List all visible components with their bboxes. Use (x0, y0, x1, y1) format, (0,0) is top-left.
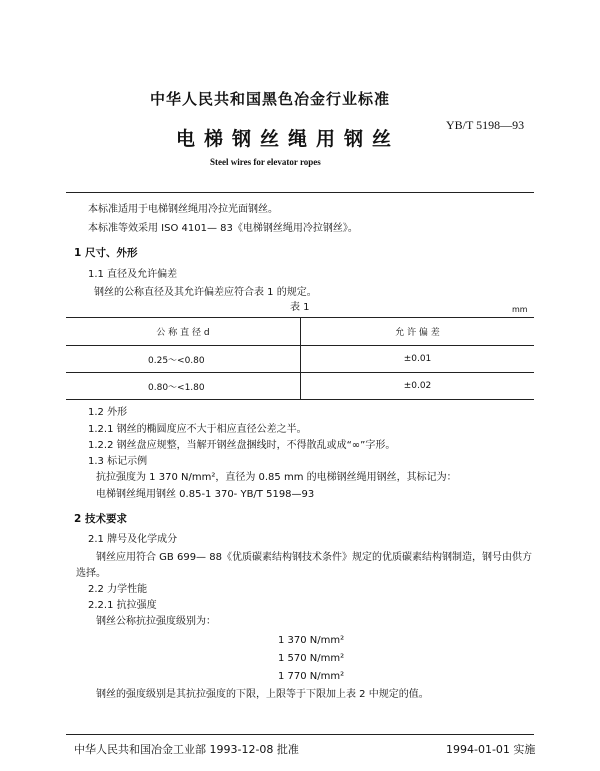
section-2-heading: 2 技术要求 (74, 513, 127, 525)
table-cell-diameter: 0.80～<1.80 (66, 373, 301, 400)
marking-example-text: 抗拉强度为 1 370 N/mm²，直径为 0.85 mm 的电梯钢丝绳用钢丝，其标记为： (96, 472, 457, 483)
section-2-1-text-cont: 选择。 (76, 568, 106, 579)
section-2-2-heading: 2.2 力学性能 (88, 584, 148, 595)
strength-note: 钢丝的强度级别是其抗拉强度的下限，上限等于下限加上表 2 中规定的值。 (96, 689, 429, 700)
section-2-1-heading: 2.1 牌号及化学成分 (88, 534, 178, 545)
table-header-row (66, 318, 534, 346)
strength-grade: 1 370 N/mm² (278, 635, 345, 646)
section-1-2-1: 1.2.1 钢丝的椭圆度应不大于相应直径公差之半。 (88, 424, 307, 435)
marking-example-code: 电梯钢丝绳用钢丝 0.85-1 370- YB/T 5198—93 (96, 489, 315, 500)
section-2-1-text: 钢丝应用符合 GB 699— 88《优质碳素结构钢技术条件》规定的优质碳素结构钢制造，钢号由供方 (96, 552, 532, 563)
standard-code: YB/T 5198—93 (446, 118, 525, 132)
strength-grade: 1 570 N/mm² (278, 653, 345, 664)
table-1-caption: 表 1 (290, 302, 310, 313)
table-header-tolerance: 允 许 偏 差 (301, 318, 535, 346)
table-1-unit: mm (512, 305, 528, 314)
table-header-diameter: 公 称 直 径 d (66, 318, 301, 346)
table-cell-diameter: 0.25～<0.80 (66, 346, 301, 373)
table-row (66, 346, 534, 373)
intro-equivalence: 本标准等效采用 ISO 4101— 83《电梯钢丝绳用冷拉钢丝》。 (88, 223, 358, 234)
table-cell-tolerance: ±0.01 (301, 346, 535, 373)
section-1-3-heading: 1.3 标记示例 (88, 456, 148, 467)
section-1-1-text: 钢丝的公称直径及其允许偏差应符合表 1 的规定。 (94, 287, 317, 298)
section-1-2-heading: 1.2 外形 (88, 407, 128, 418)
document-title: 电梯钢丝绳用钢丝 (176, 128, 401, 150)
section-1-1-heading: 1.1 直径及允许偏差 (88, 269, 178, 280)
table-cell-tolerance: ±0.02 (301, 373, 535, 400)
document-title-english: Steel wires for elevator ropes (210, 157, 321, 167)
section-2-2-1-text: 钢丝公称抗拉强度级别为： (96, 616, 216, 627)
section-1-heading: 1 尺寸、外形 (74, 247, 138, 259)
standard-authority: 中华人民共和国黑色冶金行业标准 (150, 90, 391, 108)
effective-date: 1994-01-01 实施 (446, 743, 536, 756)
table-row (66, 373, 534, 400)
strength-grade: 1 770 N/mm² (278, 671, 345, 682)
section-2-2-1-heading: 2.2.1 抗拉强度 (88, 600, 157, 611)
approval-line: 中华人民共和国冶金工业部 1993-12-08 批准 (74, 743, 299, 756)
header-divider (66, 192, 534, 193)
section-1-2-2: 1.2.2 钢丝盘应规整，当解开钢丝盘捆线时，不得散乱或成“∞”字形。 (88, 440, 396, 451)
intro-scope: 本标准适用于电梯钢丝绳用冷拉光面钢丝。 (88, 204, 278, 215)
tolerance-table (66, 317, 534, 400)
footer-divider (66, 734, 534, 735)
